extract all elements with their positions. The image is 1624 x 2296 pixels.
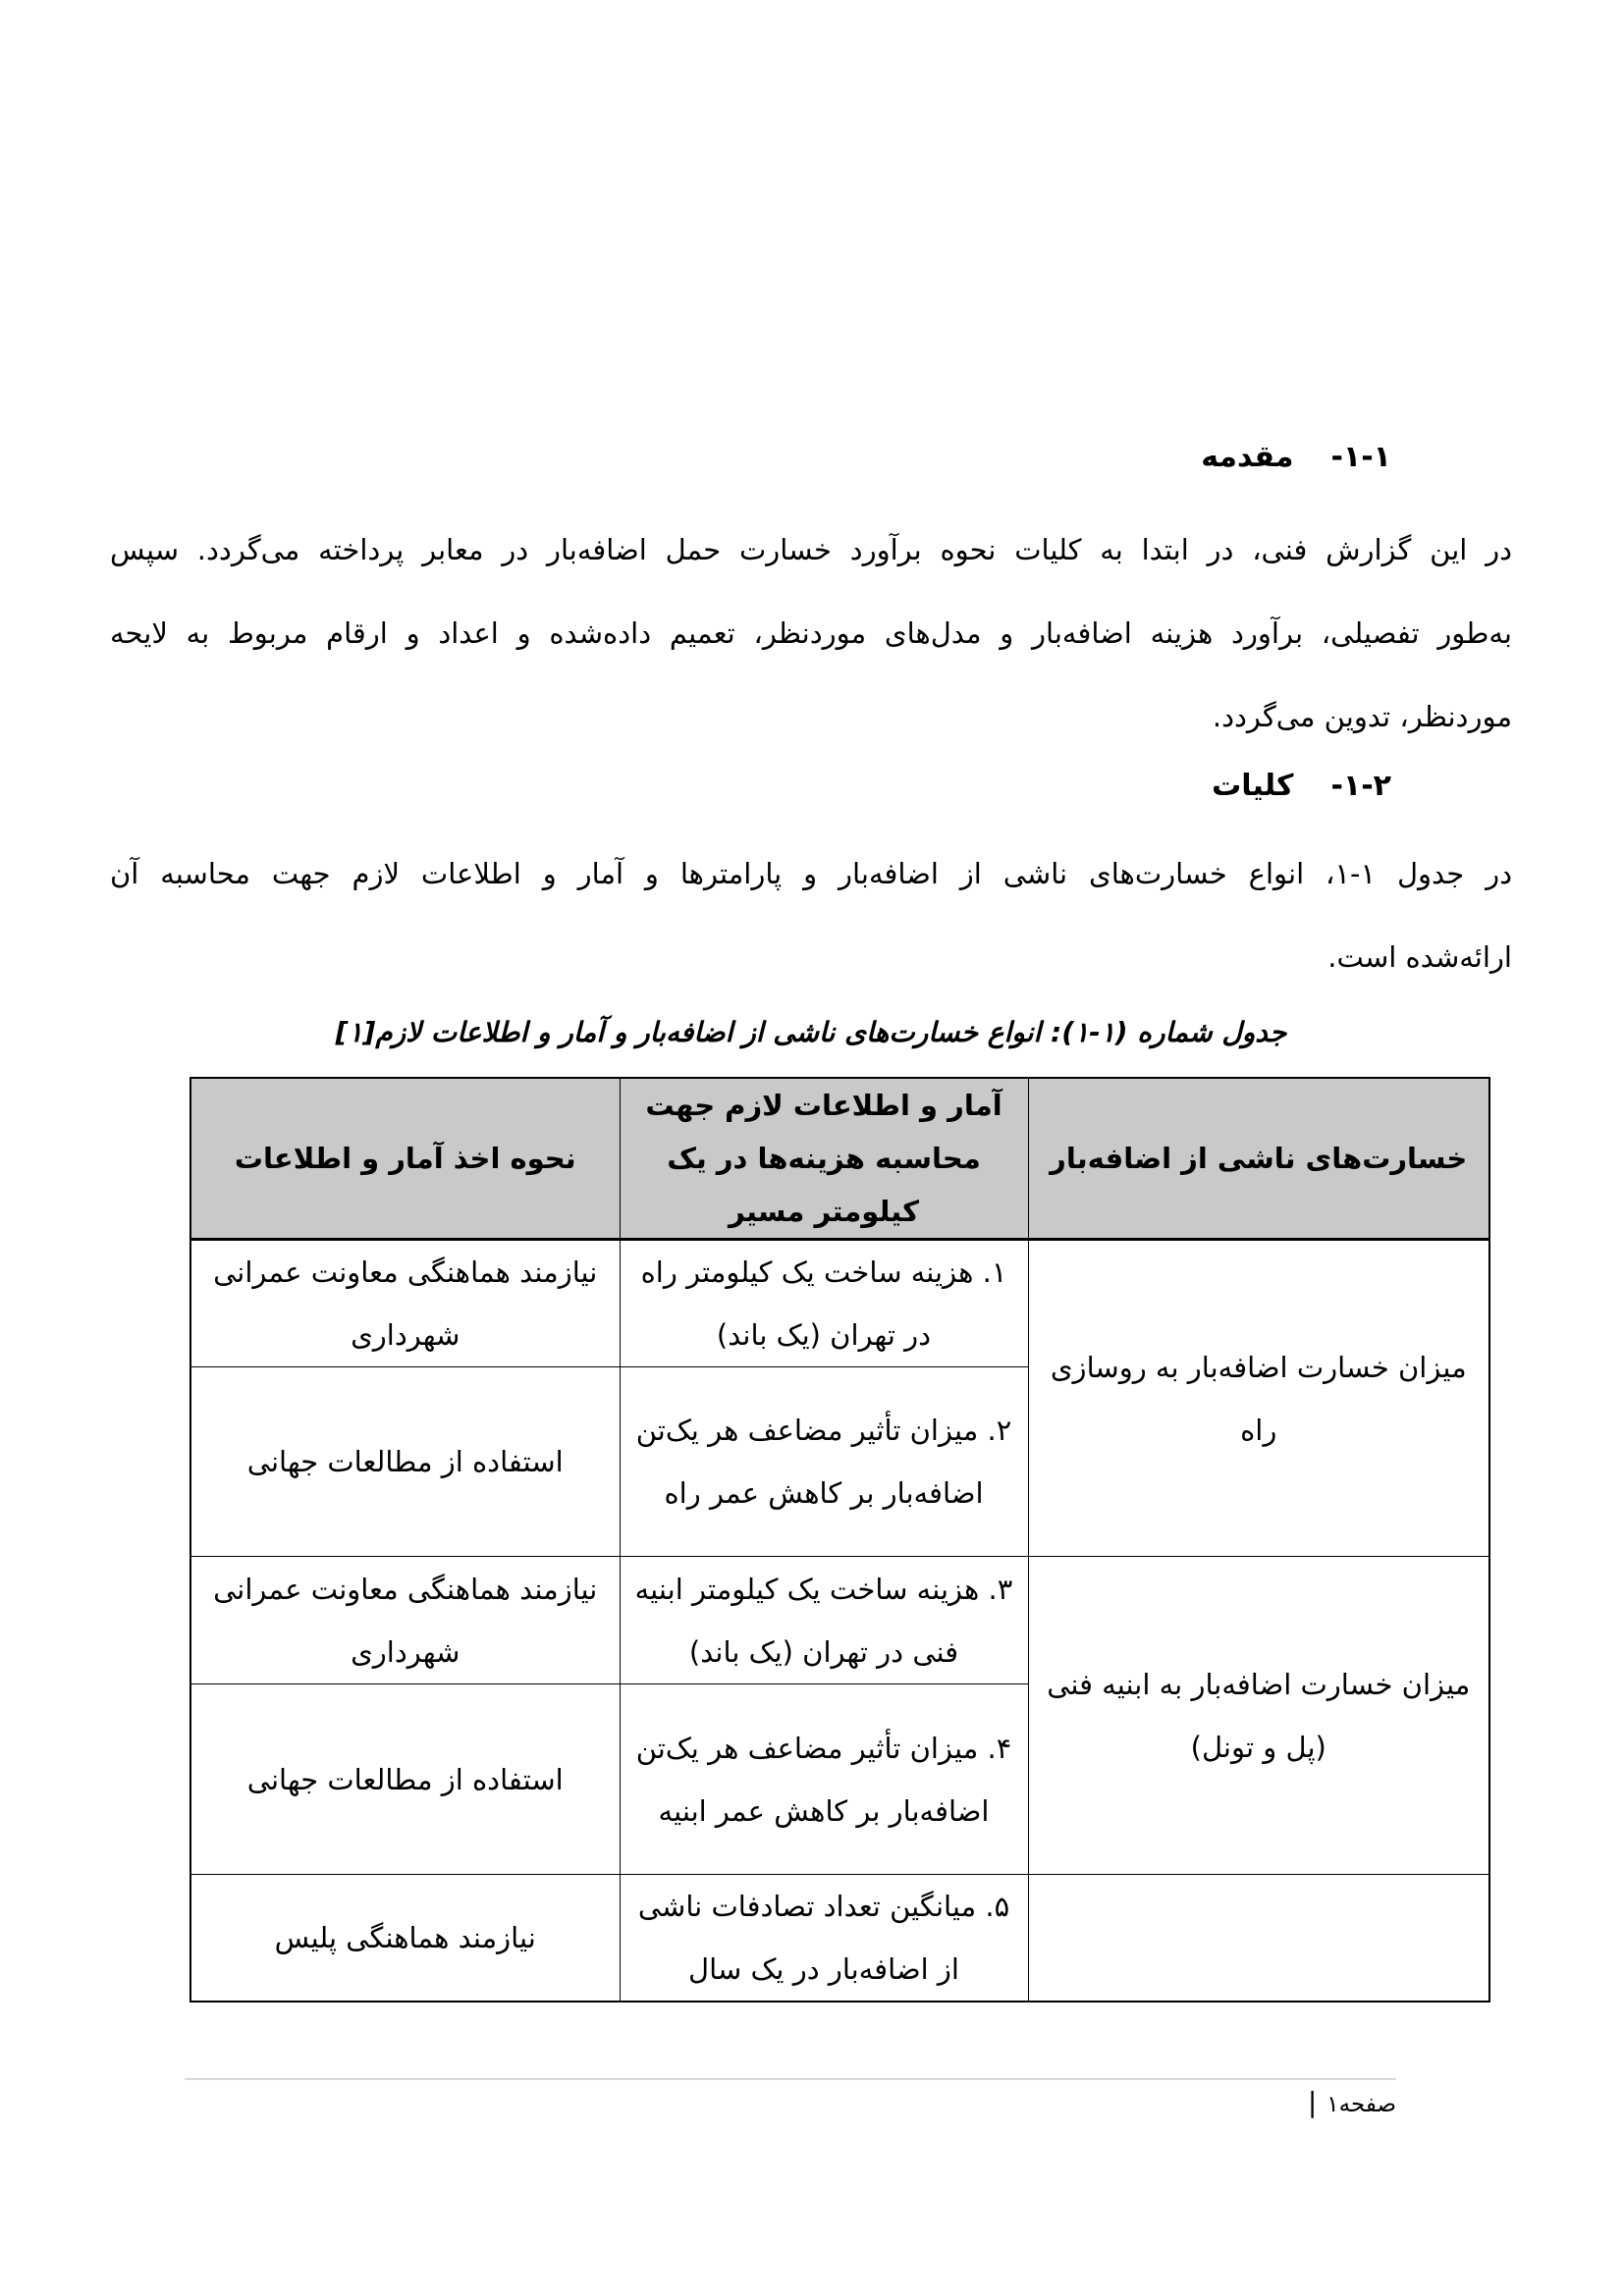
method-cell: نیازمند هماهنگی معاونت عمرانی شهرداری <box>190 1240 620 1367</box>
method-cell: نیازمند هماهنگی پلیس <box>190 1875 620 2002</box>
damages-table <box>189 1077 1490 2002</box>
paragraph-line: موردنظر، تدوین می‌گردد. <box>1212 700 1512 733</box>
stat-cell: ۵. میانگین تعداد تصادفات ناشی از اضافه‌بار در یک سال <box>620 1875 1028 2002</box>
section-heading-1 <box>1201 436 1391 479</box>
paragraph-intro <box>110 508 1512 759</box>
paragraph-line: به‌طور تفصیلی، برآورد هزینه اضافه‌بار و مدل‌های موردنظر، تعمیم داده‌شده و اعداد و ارقام مربوط به لایحه <box>110 616 1512 650</box>
damage-cell <box>1028 1875 1489 2002</box>
paragraph-generalities <box>110 832 1512 999</box>
page-footer <box>185 2083 1396 2124</box>
paragraph-line: ارائه‌شده است. <box>1327 940 1512 974</box>
footer-separator: | <box>1307 2086 1318 2118</box>
stat-cell: ۳. هزینه ساخت یک کیلومتر ابنیه فنی در تهران (یک باند) <box>620 1557 1028 1684</box>
section-heading-2 <box>1212 765 1391 808</box>
col-header-method: نحوه اخذ آمار و اطلاعات <box>190 1078 620 1240</box>
damage-cell: میزان خسارت اضافه‌بار به ابنیه فنی (پل و تونل) <box>1028 1557 1489 1875</box>
stat-cell: ۲. میزان تأثیر مضاعف هر یک‌تن اضافه‌بار بر کاهش عمر راه <box>620 1367 1028 1557</box>
col-header-damage: خسارت‌های ناشی از اضافه‌بار <box>1028 1078 1489 1240</box>
heading-number: ۱-۲- <box>1330 769 1391 803</box>
table-row <box>190 1875 1489 2002</box>
table-row <box>190 1240 1489 1367</box>
stat-cell: ۱. هزینه ساخت یک کیلومتر راه در تهران (یک باند) <box>620 1240 1028 1367</box>
heading-number: ۱-۱- <box>1330 440 1391 474</box>
col-header-stats: آمار و اطلاعات لازم جهت محاسبه هزینه‌ها در یک کیلومتر مسیر <box>620 1078 1028 1240</box>
table-row <box>190 1557 1489 1684</box>
method-cell: نیازمند هماهنگی معاونت عمرانی شهرداری <box>190 1557 620 1684</box>
stat-cell: ۴. میزان تأثیر مضاعف هر یک‌تن اضافه‌بار بر کاهش عمر ابنیه <box>620 1684 1028 1875</box>
table-caption: جدول شماره (۱-۱): انواع خسارت‌های ناشی از اضافه‌بار و آمار و اطلاعات لازم[۱] <box>335 1016 1287 1048</box>
footer-divider <box>185 2078 1396 2080</box>
method-cell: استفاده از مطالعات جهانی <box>190 1684 620 1875</box>
table-header-row <box>190 1078 1489 1240</box>
paragraph-line: در جدول ۱-۱، انواع خسارت‌های ناشی از اضافه‌بار و پارامترها و آمار و اطلاعات لازم جهت محاسبه آن <box>110 857 1512 890</box>
heading-title: کلیات <box>1212 769 1294 803</box>
heading-title: مقدمه <box>1201 440 1294 474</box>
paragraph-line: در این گزارش فنی، در ابتدا به کلیات نحوه برآورد خسارت حمل اضافه‌بار در معابر پرداخته می‌گردد. سپس <box>110 533 1512 566</box>
footer-page-label: صفحه۱ <box>1326 2092 1396 2117</box>
damage-cell: میزان خسارت اضافه‌بار به روسازی راه <box>1028 1240 1489 1557</box>
method-cell: استفاده از مطالعات جهانی <box>190 1367 620 1557</box>
